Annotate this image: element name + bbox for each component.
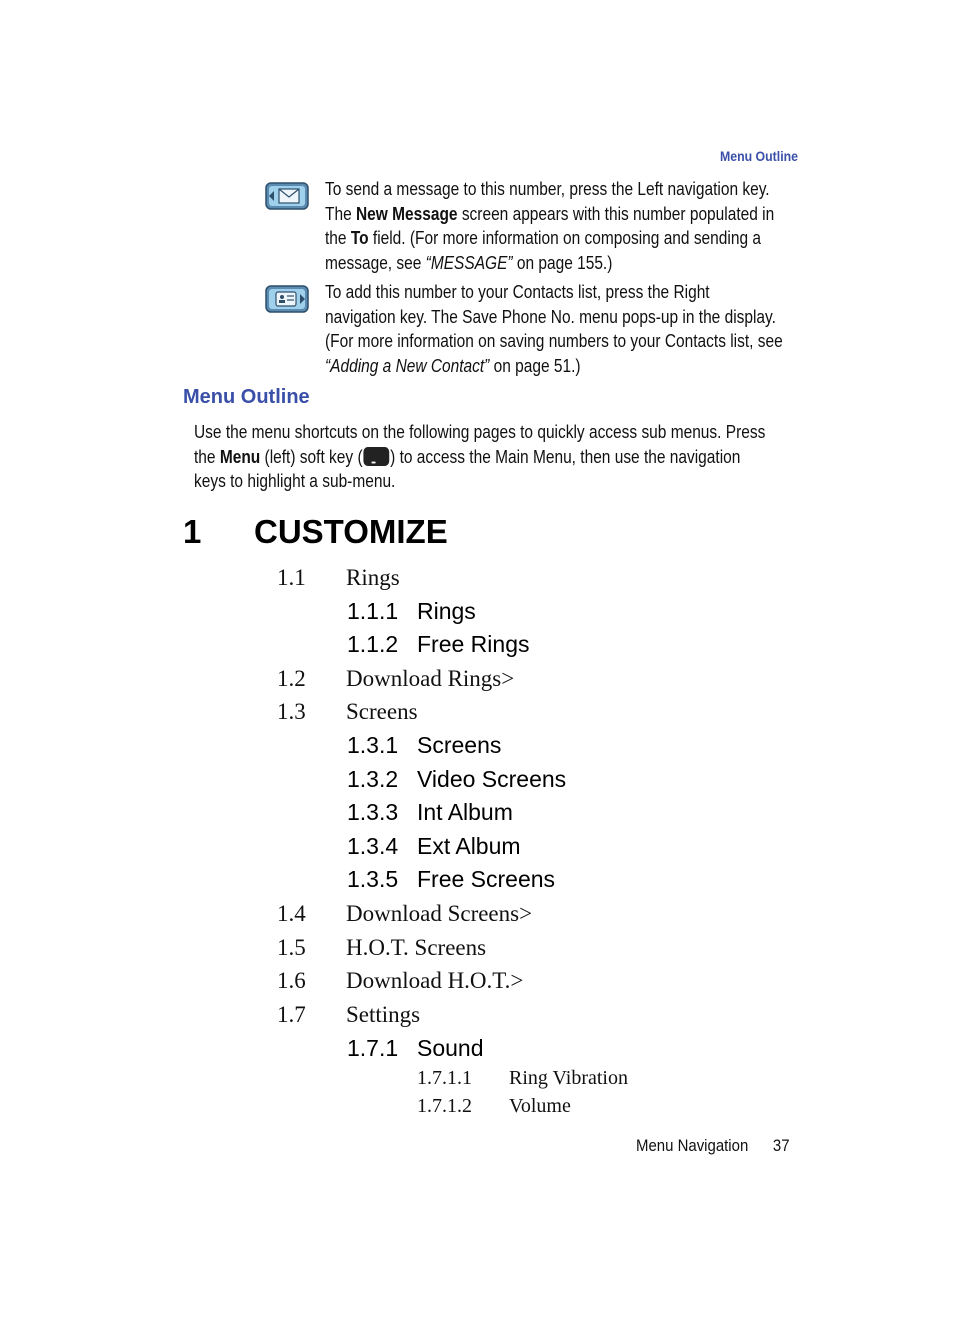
text-line: the To field. (For more information on composing and sending a — [325, 228, 761, 249]
chapter-heading — [183, 513, 448, 551]
text-line: navigation key. The Save Phone No. menu pops-up in the display. — [325, 306, 776, 327]
text-line: message, see “MESSAGE” on page 155.) — [325, 253, 613, 274]
right-navigation-key-contacts-icon — [265, 285, 309, 313]
section-heading: Menu Outline — [183, 386, 310, 408]
outline-item: 1.4 Download Screens> — [277, 901, 533, 926]
cross-reference-message: “MESSAGE” — [425, 253, 513, 274]
outline-item: 1.7.1.1 Ring Vibration — [417, 1067, 628, 1089]
cross-reference-contact: “Adding a New Contact” — [325, 356, 490, 377]
text-line: Use the menu shortcuts on the following pages to quickly access sub menus. Press — [194, 422, 766, 442]
outline-item: 1.2 Download Rings> — [277, 666, 515, 691]
outline-item: 1.1.2 Free Rings — [347, 631, 530, 657]
text-line: The New Message screen appears with this number populated in — [325, 203, 775, 224]
text-line: To add this number to your Contacts list, press the Right — [325, 282, 710, 302]
message-instructions — [325, 177, 774, 276]
text-line: “Adding a New Contact” on page 51.) — [325, 356, 581, 377]
text-line: (For more information on saving numbers to your Contacts list, see — [325, 331, 783, 352]
section-intro — [194, 420, 765, 494]
page-number: 37 — [772, 1136, 790, 1155]
outline-item: 1.7.1.2 Volume — [417, 1095, 571, 1117]
running-header: Menu Outline — [719, 148, 798, 164]
outline-item: 1.3.3 Int Album — [347, 799, 513, 825]
outline-item: 1.1.1 Rings — [347, 598, 476, 624]
outline-item: 1.7 Settings — [277, 1002, 421, 1027]
outline-item: 1.3.5 Free Screens — [347, 866, 556, 892]
outline-item: 1.3.1 Screens — [347, 732, 502, 758]
text-line: the Menu (left) soft key (••• ) to access the Main Menu, then use the navigation — [194, 445, 765, 470]
outline-item: 1.3 Screens — [277, 699, 418, 724]
outline-item: 1.5 H.O.T. Screens — [277, 935, 487, 960]
outline-item: 1.6 Download H.O.T.> — [277, 968, 524, 993]
outline-item: 1.3.4 Ext Album — [347, 833, 521, 859]
outline-item: 1.1 Rings — [277, 565, 400, 590]
footer-section: Menu Navigation — [636, 1136, 749, 1155]
text-line: keys to highlight a sub-menu. — [194, 471, 396, 492]
chapter-number: 1 — [183, 513, 202, 550]
soft-key-icon — [363, 447, 389, 466]
left-navigation-key-message-icon — [265, 182, 309, 210]
chapter-title: CUSTOMIZE — [254, 513, 448, 550]
contacts-instructions — [325, 280, 783, 379]
text-line: To send a message to this number, press the Left navigation key. — [325, 179, 770, 199]
outline-item: 1.7.1 Sound — [347, 1035, 484, 1061]
page-footer — [636, 1136, 790, 1156]
outline-item: 1.3.2 Video Screens — [347, 766, 567, 792]
